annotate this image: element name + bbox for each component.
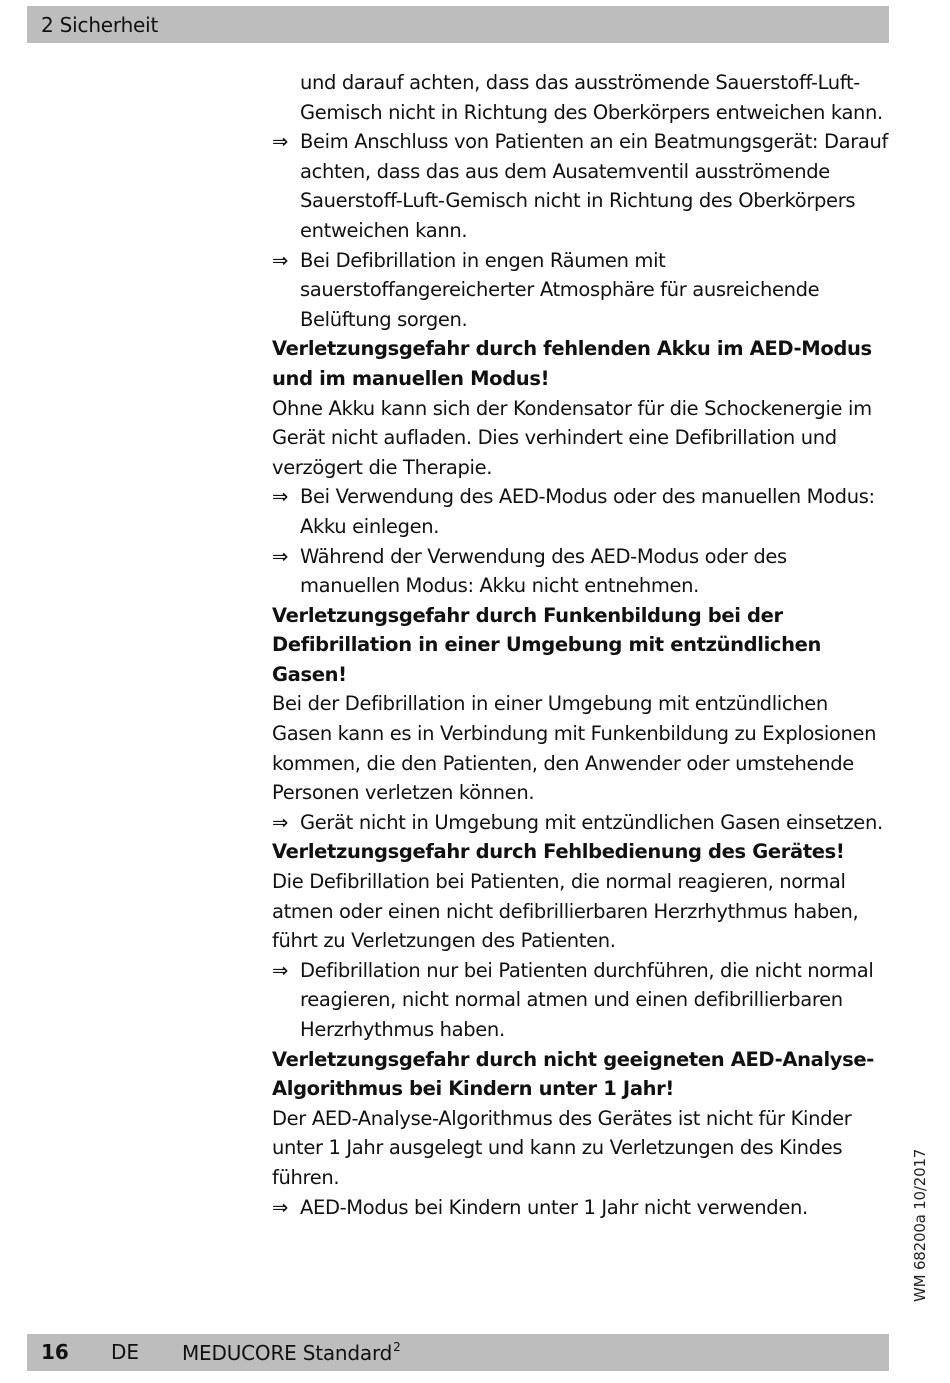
instruction-text: Bei Defibrillation in engen Räumen mit sauerstoffangereicherter Atmosphäre für ausreichende Belüftung sorgen.: [300, 248, 820, 331]
warning-title: Verletzungsgefahr durch Fehlbedienung des Gerätes!: [272, 840, 845, 864]
language-code: DE: [111, 1340, 140, 1364]
arrow-icon: ⇒: [272, 958, 288, 982]
main-content: [272, 68, 892, 1222]
instruction-text: Defibrillation nur bei Patienten durchführen, die nicht normal reagieren, nicht normal atmen und einen defibrillierbaren Herzrhythmus haben.: [300, 958, 874, 1041]
page-number: 16: [41, 1340, 69, 1364]
warning-title: Verletzungsgefahr durch nicht geeigneten AED-Analyse-Algorithmus bei Kindern unter 1 Jahr!: [272, 1047, 875, 1101]
page-header: [27, 6, 889, 43]
instruction-text: AED-Modus bei Kindern unter 1 Jahr nicht verwenden.: [300, 1195, 808, 1219]
section-title: 2 Sicherheit: [41, 13, 159, 37]
instruction-item: [272, 482, 892, 541]
warning-title: Verletzungsgefahr durch Funkenbildung bei der Defibrillation in einer Umgebung mit entzündlichen Gasen!: [272, 603, 822, 686]
instruction-text: Gerät nicht in Umgebung mit entzündlichen Gasen einsetzen.: [300, 810, 883, 834]
instruction-item: [272, 246, 892, 335]
instruction-item: [272, 1193, 892, 1223]
instruction-item: [272, 956, 892, 1045]
warning-text: Der AED-Analyse-Algorithmus des Gerätes ist nicht für Kinder unter 1 Jahr ausgelegt und kann zu Verletzungen des Kindes führen.: [272, 1106, 852, 1189]
arrow-icon: ⇒: [272, 1195, 288, 1219]
continued-paragraph: und darauf achten, dass das ausströmende Sauerstoff-Luft-Gemisch nicht in Richtung des Oberkörpers entweichen kann.: [300, 71, 883, 124]
warning-title: Verletzungsgefahr durch fehlenden Akku im AED-Modus und im manuellen Modus!: [272, 337, 872, 390]
product-superscript: 2: [393, 1340, 401, 1354]
arrow-icon: ⇒: [272, 248, 288, 272]
instruction-item: [272, 542, 892, 601]
instruction-text: Bei Verwendung des AED-Modus oder des manuellen Modus: Akku einlegen.: [300, 485, 875, 538]
arrow-icon: ⇒: [272, 130, 288, 154]
instruction-item: [272, 808, 892, 838]
warning-text: Bei der Defibrillation in einer Umgebung mit entzündlichen Gasen kann es in Verbindung mit Funkenbildung zu Explosionen kommen, die den Patienten, den Anwender oder umstehende Personen verletzen können.: [272, 692, 877, 805]
arrow-icon: ⇒: [272, 810, 288, 834]
page-footer: [27, 1334, 889, 1371]
arrow-icon: ⇒: [272, 544, 288, 568]
arrow-icon: ⇒: [272, 485, 288, 509]
instruction-text: Beim Anschluss von Patienten an ein Beatmungsgerät: Darauf achten, dass das aus dem Ausatemventil ausströmende Sauerstoff-Luft-Gemisch nicht in Richtung des Oberkörpers entweichen kann.: [300, 130, 889, 242]
product-name-text: MEDUCORE Standard: [182, 1341, 393, 1365]
product-name: [182, 1340, 401, 1365]
instruction-text: Während der Verwendung des AED-Modus oder des manuellen Modus: Akku nicht entnehmen.: [300, 544, 787, 598]
warning-text: Ohne Akku kann sich der Kondensator für die Schockenergie im Gerät nicht aufladen. Dies verhindert eine Defibrillation und verzögert die Therapie.: [272, 396, 872, 479]
document-reference: WM 68200a 10/2017: [911, 1148, 929, 1302]
warning-text: Die Defibrillation bei Patienten, die normal reagieren, normal atmen oder einen nicht defibrillierbaren Herzrhythmus haben, führt zu Verletzungen des Patienten.: [272, 870, 859, 953]
instruction-item: [272, 127, 892, 245]
